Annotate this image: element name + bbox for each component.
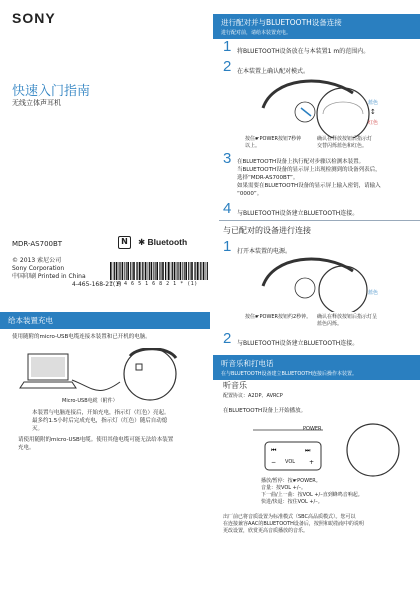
- divider: [219, 220, 420, 221]
- start-playback: 在BLUETOOTH设备上开始播放。: [223, 408, 307, 414]
- step-number: 2: [223, 330, 232, 347]
- barcode-bar: [124, 262, 125, 280]
- music-footer-note: 出厂前已将音质设置为标准模式（SBC高品质模式）。您可以 在连接兼容AAC的BLUETOOTH设备后，按照和助指南中的说明 更改设置，欣赏更高音质播放的音乐。: [223, 514, 364, 534]
- indicator-red-label: 红色: [368, 120, 379, 126]
- hand-press-icon: ☛: [255, 136, 260, 142]
- barcode-bar: [153, 262, 154, 280]
- barcode-bar: [159, 262, 160, 280]
- barcode-bar: [203, 262, 205, 280]
- barcode-bar: [145, 262, 147, 280]
- step-number: 4: [223, 200, 232, 217]
- connect-step1: 打开本装置的电源。: [237, 248, 292, 255]
- arrow-updown-icon: ↕: [370, 108, 376, 116]
- barcode-bar: [139, 262, 141, 280]
- barcode-bar: [120, 262, 121, 280]
- barcode-bar: [162, 262, 164, 280]
- headphone-icon: [124, 348, 176, 400]
- barcode-bar: [168, 262, 170, 280]
- barcode-bar: [142, 262, 143, 280]
- barcode-bar: [172, 262, 173, 280]
- barcode-bar: [149, 262, 150, 280]
- barcode-bar: [137, 262, 138, 280]
- barcode-bar: [122, 262, 124, 280]
- barcode-bar: [191, 262, 193, 280]
- barcode-bar: [180, 262, 182, 280]
- copyright-block: [12, 257, 121, 289]
- plus-icon: +: [309, 459, 315, 466]
- pairing-step2: 在本装置上确认配对模式。: [237, 68, 310, 75]
- model-number: MDR-AS700BT: [12, 240, 63, 248]
- barcode-bar: [127, 262, 129, 280]
- nfc-mark-icon: N: [118, 236, 131, 249]
- barcode-bar: [184, 262, 185, 280]
- music-headphone-illustration: [253, 418, 403, 478]
- pairing-step1: 将BLUETOOTH设备放在与本装置1 m的范围内。: [237, 48, 370, 55]
- vol-label: VOL: [285, 459, 296, 465]
- step-number: 3: [223, 150, 232, 167]
- charge-body-line: 灭。: [32, 426, 44, 432]
- barcode-bar: [185, 262, 187, 280]
- barcode-bar: [116, 262, 118, 280]
- barcode-bar: [200, 262, 201, 280]
- step-number: 1: [223, 238, 232, 255]
- pairing-step3: 在BLUETOOTH设备上执行配对步骤以检测本装置。 当BLUETOOTH设备的显示屏上出现检测到的设备列表后， 选择“MDR-AS700BT”。 如果需要在BLUETOOTH设备的显示屏上输入密钥，请输入 “0000”。: [237, 159, 381, 197]
- connect-press-instruction: 按住☛POWER按钮约2秒钟。: [245, 314, 312, 320]
- listen-title: 听音乐: [223, 381, 247, 390]
- barcode-bar: [114, 262, 115, 280]
- charge-note-line: 充电。: [18, 445, 35, 451]
- barcode-bar: [144, 262, 145, 280]
- barcode-bar: [171, 262, 172, 280]
- bluetooth-icon: ✱ Bluetooth: [138, 237, 188, 248]
- charge-body-line: 最多约1.5小时后完成充电，指示灯（红色）随后自动熄: [32, 418, 168, 424]
- printed-line: 中国印刷 Printed in China: [12, 273, 86, 280]
- music-heading: 听音乐和打电话: [221, 359, 274, 368]
- pairing-press-instruction: 按住☛POWER按钮7秒钟 以上。: [245, 136, 302, 149]
- charge-body: [32, 409, 202, 433]
- barcode-bar: [188, 262, 189, 280]
- bluetooth-wordmark: Bluetooth: [147, 237, 188, 247]
- brand-logo: SONY: [12, 10, 56, 26]
- step-number: 1: [223, 38, 232, 55]
- barcode-bar: [182, 262, 183, 280]
- prev-icon: ⏮: [271, 447, 277, 454]
- page-subtitle: 无线立体声耳机: [12, 99, 61, 107]
- barcode-bar: [126, 262, 127, 280]
- barcode-bar: [197, 262, 199, 280]
- charge-body-line: 本装置与电脑连接后，开始充电，指示灯（红色）亮起。: [32, 410, 170, 416]
- barcode-bar: [155, 262, 156, 280]
- hand-press-icon: ☛: [255, 314, 260, 320]
- pairing-subheading: 进行配对前，请给本装置充电。: [221, 30, 292, 36]
- barcode-bar: [167, 262, 168, 280]
- barcode-bar: [113, 262, 114, 280]
- barcode-bar: [177, 262, 178, 280]
- barcode-bar: [119, 262, 120, 280]
- barcode-bar: [110, 262, 112, 280]
- barcode-bar: [195, 262, 196, 280]
- indicator-blue-label: 蓝色: [368, 290, 379, 296]
- charge-note-line: 请使用随附的micro-USB电缆。使用其他电缆可能无法给本装置: [18, 437, 174, 443]
- pairing-heading: 进行配对并与BLUETOOTH设备连接: [221, 18, 342, 27]
- next-icon: ⏭: [305, 447, 311, 454]
- barcode-bar: [207, 262, 208, 280]
- barcode-bar: [156, 262, 158, 280]
- connect-confirm-instruction: 确认在释放按钮后指示灯呈 蓝色闪烁。: [317, 314, 378, 327]
- profile-line: 配置协议：A2DP、AVRCP: [223, 393, 283, 399]
- barcode-number: * 4 4 6 5 1 6 8 2 1 * (1): [110, 281, 198, 287]
- music-operations: 播放/暂停：按☛POWER。 音量：按VOL +/–。 下一曲/上一曲：按VOL +/–直到蜂鸣音响起。 快进/快退：按住VOL +/–。: [261, 478, 363, 505]
- music-subheading: 在与BLUETOOTH设备建立BLUETOOTH连接后操作本装置。: [221, 371, 358, 377]
- barcode-bar: [161, 262, 162, 280]
- barcode-bar: [151, 262, 153, 280]
- indicator-blue-label: 蓝色: [368, 100, 379, 106]
- connect-heading: 与已配对的设备进行连接: [223, 226, 311, 235]
- barcode-bar: [133, 262, 135, 280]
- connect-headphone-illustration: [253, 256, 383, 312]
- barcode-bar: [206, 262, 207, 280]
- hand-press-icon: ☛: [292, 478, 298, 484]
- step-number: 2: [223, 58, 232, 75]
- pairing-headphone-illustration: [253, 78, 383, 138]
- laptop-icon: [20, 354, 76, 388]
- barcode-bar: [130, 262, 131, 280]
- part-code: 4-465-168-21(1): [72, 281, 122, 288]
- section-heading-charge: 给本装置充电: [0, 312, 210, 329]
- barcode-bar: [174, 262, 176, 280]
- power-label: POWER: [303, 426, 322, 432]
- barcode: [110, 262, 208, 282]
- section-heading-pairing: [213, 14, 420, 39]
- right-column: [213, 0, 420, 594]
- charge-intro: 使用随附的micro-USB电缆连接本装置和已开机的电脑。: [12, 334, 151, 340]
- copyright-line: © 2013 索尼公司: [12, 257, 62, 264]
- pairing-step4: 与BLUETOOTH设备建立BLUETOOTH连接。: [237, 210, 359, 217]
- connect-step2: 与BLUETOOTH设备建立BLUETOOTH连接。: [237, 340, 359, 347]
- barcode-bar: [165, 262, 166, 280]
- barcode-bar: [136, 262, 137, 280]
- cable-label: Micro-USB电缆（附件）: [62, 398, 118, 404]
- pairing-confirm-instruction: 确认在释放按钮后指示灯 交替闪烁蓝色和红色。: [317, 136, 373, 149]
- minus-icon: −: [271, 459, 277, 466]
- barcode-bar: [178, 262, 179, 280]
- barcode-bar: [132, 262, 133, 280]
- barcode-bar: [190, 262, 191, 280]
- section-heading-music: [213, 355, 420, 380]
- barcode-bar: [194, 262, 195, 280]
- page-title: 快速入门指南: [12, 84, 91, 99]
- barcode-bar: [202, 262, 203, 280]
- copyright-line: Sony Corporation: [12, 265, 65, 272]
- charge-note: [18, 436, 203, 452]
- barcode-bar: [148, 262, 149, 280]
